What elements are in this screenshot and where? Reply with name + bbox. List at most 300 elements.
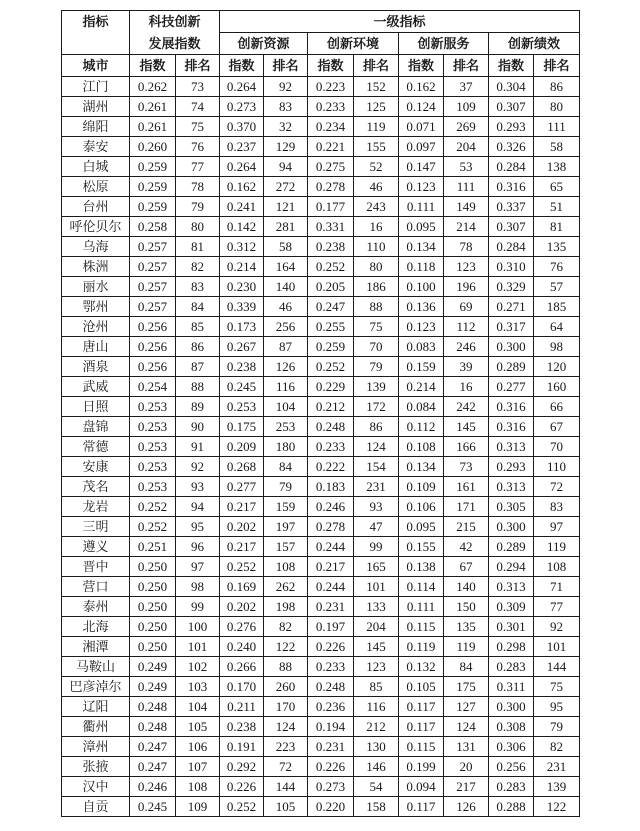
cell-performance-index: 0.294 [489,557,534,577]
cell-resources-index: 0.209 [220,437,264,457]
cell-composite-rank: 76 [176,137,220,157]
cell-services-index: 0.134 [399,237,444,257]
cell-services-rank: 109 [444,97,489,117]
cell-resources-rank: 46 [264,297,308,317]
cell-services-rank: 140 [444,577,489,597]
cell-performance-rank: 79 [534,717,580,737]
cell-services-rank: 150 [444,597,489,617]
cell-services-rank: 67 [444,557,489,577]
cell-composite-rank: 106 [176,737,220,757]
cell-environment-index: 0.205 [308,277,354,297]
cell-performance-index: 0.309 [489,597,534,617]
cell-environment-index: 0.226 [308,757,354,777]
header-group-performance [489,33,580,55]
cell-resources-rank: 197 [264,517,308,537]
cell-performance-rank: 119 [534,537,580,557]
cell-composite-index: 0.247 [130,757,176,777]
cell-resources-rank: 126 [264,357,308,377]
cell-performance-index: 0.289 [489,357,534,377]
cell-environment-rank: 152 [354,77,399,97]
cell-resources-index: 0.264 [220,77,264,97]
cell-performance-index: 0.300 [489,337,534,357]
cell-environment-index: 0.248 [308,677,354,697]
header-composite-line2: 发展指数 [148,35,201,51]
cell-services-index: 0.155 [399,537,444,557]
cell-composite-index: 0.252 [130,517,176,537]
cell-performance-index: 0.329 [489,277,534,297]
cell-environment-index: 0.278 [308,517,354,537]
cell-resources-index: 0.173 [220,317,264,337]
cell-composite-index: 0.253 [130,397,176,417]
cell-environment-rank: 79 [354,357,399,377]
cell-resources-index: 0.238 [220,717,264,737]
header-indicator-label: 指标 [82,14,109,29]
cell-services-index: 0.108 [399,437,444,457]
cell-composite-index: 0.250 [130,617,176,637]
cell-services-index: 0.162 [399,77,444,97]
cell-services-rank: 242 [444,397,489,417]
cell-performance-index: 0.300 [489,517,534,537]
cell-composite-index: 0.256 [130,317,176,337]
cell-resources-rank: 159 [264,497,308,517]
cell-services-rank: 217 [444,777,489,797]
cell-resources-index: 0.266 [220,657,264,677]
header-city: 城市 [62,55,130,77]
cell-environment-rank: 46 [354,177,399,197]
cell-services-rank: 204 [444,137,489,157]
cell-performance-index: 0.317 [489,317,534,337]
cell-city: 自贡 [62,797,130,817]
cell-environment-rank: 165 [354,557,399,577]
cell-resources-index: 0.162 [220,177,264,197]
cell-city: 泰州 [62,597,130,617]
cell-services-rank: 124 [444,717,489,737]
cell-resources-index: 0.211 [220,697,264,717]
cell-resources-index: 0.277 [220,477,264,497]
cell-environment-rank: 231 [354,477,399,497]
cell-environment-index: 0.194 [308,717,354,737]
cell-composite-rank: 80 [176,217,220,237]
cell-performance-rank: 66 [534,397,580,417]
cell-performance-index: 0.316 [489,397,534,417]
cell-city: 张掖 [62,757,130,777]
cell-environment-index: 0.233 [308,657,354,677]
cell-environment-index: 0.217 [308,557,354,577]
cell-services-rank: 175 [444,677,489,697]
cell-environment-rank: 172 [354,397,399,417]
cell-resources-index: 0.217 [220,537,264,557]
cell-services-rank: 145 [444,417,489,437]
cell-services-rank: 53 [444,157,489,177]
cell-environment-rank: 80 [354,257,399,277]
cell-services-rank: 123 [444,257,489,277]
cell-services-index: 0.147 [399,157,444,177]
cell-resources-index: 0.252 [220,557,264,577]
cell-services-index: 0.084 [399,397,444,417]
cell-composite-rank: 87 [176,357,220,377]
cell-performance-rank: 139 [534,777,580,797]
cell-resources-rank: 104 [264,397,308,417]
cell-performance-index: 0.256 [489,757,534,777]
cell-services-index: 0.124 [399,97,444,117]
cell-resources-index: 0.241 [220,197,264,217]
cell-composite-rank: 100 [176,617,220,637]
cell-city: 营口 [62,577,130,597]
cell-environment-index: 0.226 [308,637,354,657]
cell-composite-rank: 89 [176,397,220,417]
header-group-services [399,33,489,55]
cell-resources-rank: 129 [264,137,308,157]
header-composite-index [130,11,220,55]
cell-resources-index: 0.370 [220,117,264,137]
cell-resources-index: 0.252 [220,797,264,817]
cell-environment-index: 0.177 [308,197,354,217]
header-services-rank-col: 排名 [444,55,489,77]
cell-resources-rank: 72 [264,757,308,777]
cell-environment-rank: 110 [354,237,399,257]
cell-city: 台州 [62,197,130,217]
cell-performance-rank: 72 [534,477,580,497]
cell-resources-index: 0.175 [220,417,264,437]
cell-performance-index: 0.304 [489,77,534,97]
cell-composite-index: 0.257 [130,237,176,257]
cell-services-index: 0.159 [399,357,444,377]
cell-environment-index: 0.231 [308,597,354,617]
cell-environment-rank: 52 [354,157,399,177]
cell-composite-index: 0.248 [130,717,176,737]
cell-environment-rank: 101 [354,577,399,597]
cell-composite-rank: 99 [176,597,220,617]
cell-performance-rank: 58 [534,137,580,157]
cell-composite-index: 0.250 [130,557,176,577]
cell-composite-rank: 108 [176,777,220,797]
cell-composite-index: 0.250 [130,637,176,657]
cell-composite-rank: 105 [176,717,220,737]
cell-city: 日照 [62,397,130,417]
cell-services-rank: 16 [444,377,489,397]
cell-performance-rank: 98 [534,337,580,357]
cell-services-index: 0.097 [399,137,444,157]
cell-resources-index: 0.264 [220,157,264,177]
cell-resources-rank: 124 [264,717,308,737]
cell-services-rank: 196 [444,277,489,297]
cell-performance-index: 0.316 [489,177,534,197]
cell-performance-index: 0.298 [489,637,534,657]
cell-city: 巴彦淖尔 [62,677,130,697]
header-indicator [62,11,130,55]
cell-resources-index: 0.226 [220,777,264,797]
header-group-services-label: 创新服务 [417,36,470,51]
cell-city: 绵阳 [62,117,130,137]
cell-performance-rank: 95 [534,697,580,717]
cell-services-rank: 20 [444,757,489,777]
cell-performance-index: 0.313 [489,437,534,457]
cell-composite-index: 0.245 [130,797,176,817]
cell-environment-rank: 93 [354,497,399,517]
cell-services-rank: 246 [444,337,489,357]
cell-resources-index: 0.202 [220,597,264,617]
cell-city: 衢州 [62,717,130,737]
cell-performance-index: 0.307 [489,217,534,237]
cell-composite-index: 0.249 [130,677,176,697]
cell-environment-rank: 146 [354,757,399,777]
cell-performance-index: 0.316 [489,417,534,437]
cell-composite-rank: 79 [176,197,220,217]
cell-services-index: 0.123 [399,317,444,337]
cell-resources-rank: 253 [264,417,308,437]
header-group-environment [308,33,399,55]
cell-composite-rank: 98 [176,577,220,597]
cell-performance-rank: 86 [534,77,580,97]
cell-resources-rank: 121 [264,197,308,217]
cell-performance-index: 0.289 [489,537,534,557]
cell-resources-rank: 108 [264,557,308,577]
cell-composite-index: 0.253 [130,417,176,437]
cell-performance-rank: 231 [534,757,580,777]
cell-city: 株洲 [62,257,130,277]
cell-services-rank: 126 [444,797,489,817]
cell-performance-index: 0.293 [489,117,534,137]
cell-services-rank: 135 [444,617,489,637]
cell-services-index: 0.105 [399,677,444,697]
cell-performance-rank: 160 [534,377,580,397]
cell-performance-rank: 81 [534,217,580,237]
cell-environment-rank: 145 [354,637,399,657]
cell-environment-rank: 99 [354,537,399,557]
cell-services-rank: 269 [444,117,489,137]
cell-composite-rank: 93 [176,477,220,497]
cell-environment-rank: 88 [354,297,399,317]
cell-resources-index: 0.202 [220,517,264,537]
cell-services-index: 0.111 [399,197,444,217]
cell-services-index: 0.117 [399,797,444,817]
cell-services-rank: 149 [444,197,489,217]
cell-city: 盘锦 [62,417,130,437]
cell-resources-rank: 58 [264,237,308,257]
cell-services-index: 0.214 [399,377,444,397]
cell-composite-rank: 109 [176,797,220,817]
cell-composite-rank: 85 [176,317,220,337]
cell-environment-rank: 86 [354,417,399,437]
cell-services-index: 0.083 [399,337,444,357]
cell-composite-index: 0.248 [130,697,176,717]
cell-services-rank: 84 [444,657,489,677]
cell-composite-rank: 84 [176,297,220,317]
cell-composite-index: 0.261 [130,117,176,137]
cell-environment-index: 0.233 [308,437,354,457]
cell-resources-rank: 180 [264,437,308,457]
header-first-level-label: 一级指标 [373,14,426,29]
cell-city: 茂名 [62,477,130,497]
header-performance-rank-col: 排名 [534,55,580,77]
cell-performance-rank: 82 [534,737,580,757]
cell-services-rank: 127 [444,697,489,717]
cell-performance-index: 0.283 [489,777,534,797]
cell-performance-rank: 101 [534,637,580,657]
cell-resources-index: 0.230 [220,277,264,297]
cell-environment-index: 0.236 [308,697,354,717]
cell-performance-rank: 138 [534,157,580,177]
header-resources-index-col: 指数 [220,55,264,77]
cell-services-rank: 112 [444,317,489,337]
cell-city: 辽阳 [62,697,130,717]
cell-performance-rank: 92 [534,617,580,637]
cell-resources-index: 0.312 [220,237,264,257]
cell-composite-index: 0.257 [130,277,176,297]
cell-environment-rank: 54 [354,777,399,797]
cell-environment-rank: 70 [354,337,399,357]
cell-environment-index: 0.221 [308,137,354,157]
cell-environment-rank: 47 [354,517,399,537]
cell-performance-rank: 111 [534,117,580,137]
cell-composite-index: 0.256 [130,357,176,377]
cell-services-index: 0.199 [399,757,444,777]
cell-environment-index: 0.278 [308,177,354,197]
cell-composite-rank: 96 [176,537,220,557]
cell-composite-rank: 82 [176,257,220,277]
cell-environment-index: 0.259 [308,337,354,357]
cell-environment-rank: 125 [354,97,399,117]
header-group-performance-label: 创新绩效 [507,36,560,51]
cell-performance-rank: 80 [534,97,580,117]
cell-composite-index: 0.249 [130,657,176,677]
cell-services-index: 0.071 [399,117,444,137]
cell-city: 湘潭 [62,637,130,657]
cell-resources-rank: 122 [264,637,308,657]
cell-resources-rank: 83 [264,97,308,117]
cell-performance-rank: 76 [534,257,580,277]
cell-performance-index: 0.300 [489,697,534,717]
cell-performance-rank: 83 [534,497,580,517]
cell-environment-index: 0.212 [308,397,354,417]
cell-performance-rank: 185 [534,297,580,317]
cell-composite-rank: 75 [176,117,220,137]
cell-composite-rank: 81 [176,237,220,257]
cell-resources-index: 0.191 [220,737,264,757]
cell-resources-rank: 223 [264,737,308,757]
cell-resources-rank: 116 [264,377,308,397]
cell-environment-index: 0.247 [308,297,354,317]
cell-resources-index: 0.245 [220,377,264,397]
cell-services-rank: 111 [444,177,489,197]
cell-resources-index: 0.240 [220,637,264,657]
cell-environment-index: 0.275 [308,157,354,177]
cell-composite-index: 0.257 [130,257,176,277]
cell-composite-index: 0.262 [130,77,176,97]
cell-composite-index: 0.260 [130,137,176,157]
cell-resources-rank: 260 [264,677,308,697]
cell-resources-rank: 105 [264,797,308,817]
cell-composite-rank: 90 [176,417,220,437]
cell-performance-rank: 97 [534,517,580,537]
cell-composite-rank: 86 [176,337,220,357]
cell-services-index: 0.100 [399,277,444,297]
cell-services-index: 0.138 [399,557,444,577]
cell-composite-index: 0.251 [130,537,176,557]
header-group-resources-label: 创新资源 [237,36,290,51]
cell-resources-rank: 82 [264,617,308,637]
cell-services-rank: 161 [444,477,489,497]
cell-services-rank: 37 [444,77,489,97]
cell-environment-index: 0.223 [308,77,354,97]
cell-resources-index: 0.273 [220,97,264,117]
cell-environment-rank: 116 [354,697,399,717]
cell-resources-rank: 32 [264,117,308,137]
cell-composite-rank: 88 [176,377,220,397]
cell-resources-index: 0.292 [220,757,264,777]
cell-performance-rank: 120 [534,357,580,377]
cell-city: 酒泉 [62,357,130,377]
cell-services-rank: 214 [444,217,489,237]
cell-environment-rank: 204 [354,617,399,637]
cell-composite-index: 0.261 [130,97,176,117]
cell-composite-rank: 97 [176,557,220,577]
cell-performance-rank: 75 [534,677,580,697]
cell-services-index: 0.095 [399,217,444,237]
cell-resources-rank: 164 [264,257,308,277]
cell-composite-index: 0.259 [130,197,176,217]
cell-services-index: 0.115 [399,737,444,757]
cell-services-index: 0.136 [399,297,444,317]
cell-city: 呼伦贝尔 [62,217,130,237]
cell-performance-rank: 51 [534,197,580,217]
cell-resources-index: 0.339 [220,297,264,317]
cell-city: 三明 [62,517,130,537]
cell-composite-index: 0.259 [130,177,176,197]
cell-environment-index: 0.244 [308,577,354,597]
cell-environment-index: 0.231 [308,737,354,757]
cell-resources-rank: 94 [264,157,308,177]
cell-performance-index: 0.284 [489,237,534,257]
cell-environment-index: 0.252 [308,357,354,377]
cell-resources-rank: 262 [264,577,308,597]
cell-services-index: 0.118 [399,257,444,277]
cell-resources-index: 0.217 [220,497,264,517]
cell-performance-rank: 144 [534,657,580,677]
header-environment-index-col: 指数 [308,55,354,77]
cell-performance-index: 0.313 [489,577,534,597]
cell-city: 汉中 [62,777,130,797]
cell-services-index: 0.134 [399,457,444,477]
cell-performance-index: 0.301 [489,617,534,637]
cell-composite-index: 0.257 [130,297,176,317]
cell-services-index: 0.111 [399,597,444,617]
cell-composite-index: 0.250 [130,597,176,617]
cell-environment-index: 0.255 [308,317,354,337]
cell-city: 鄂州 [62,297,130,317]
cell-performance-index: 0.277 [489,377,534,397]
cell-services-index: 0.123 [399,177,444,197]
cell-environment-index: 0.246 [308,497,354,517]
cell-environment-index: 0.252 [308,257,354,277]
cell-city: 江门 [62,77,130,97]
cell-services-index: 0.117 [399,697,444,717]
cell-environment-index: 0.244 [308,537,354,557]
cell-composite-rank: 92 [176,457,220,477]
cell-services-index: 0.106 [399,497,444,517]
cell-city: 唐山 [62,337,130,357]
header-resources-rank-col: 排名 [264,55,308,77]
cell-resources-rank: 170 [264,697,308,717]
cell-performance-rank: 77 [534,597,580,617]
cell-performance-index: 0.293 [489,457,534,477]
cell-environment-index: 0.273 [308,777,354,797]
cell-composite-rank: 103 [176,677,220,697]
cell-resources-index: 0.268 [220,457,264,477]
cell-environment-rank: 123 [354,657,399,677]
cell-environment-rank: 119 [354,117,399,137]
cell-city: 白城 [62,157,130,177]
